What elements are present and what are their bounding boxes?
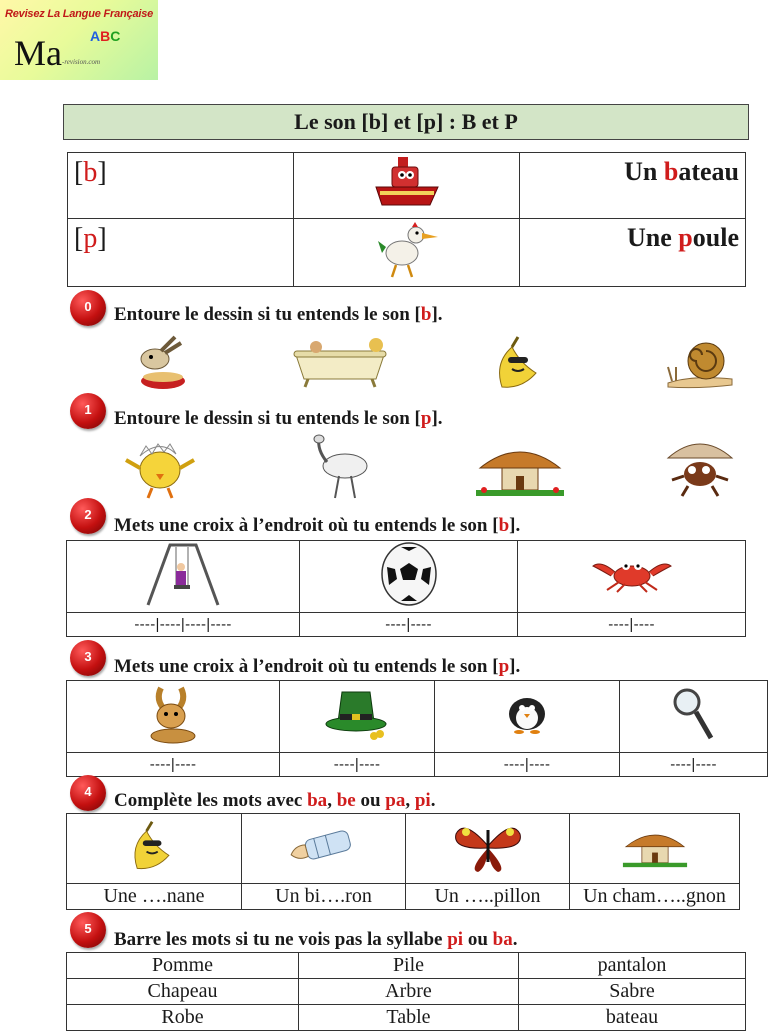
question-2-text: Mets une croix à l’endroit où tu entends le son [b].	[114, 515, 521, 536]
question-4-text: Complète les mots avec ba, be ou pa, pi.	[114, 790, 436, 811]
rabbit-bowl-icon[interactable]	[125, 333, 195, 393]
sound-row-p	[68, 219, 746, 287]
chick-egg-icon[interactable]	[124, 434, 196, 500]
question-1-pictures	[110, 432, 750, 502]
word-cell[interactable]: Arbre	[299, 979, 519, 1005]
logo-brand: Ma	[14, 33, 62, 73]
syllable-slots[interactable]: ----|----|----|----	[67, 613, 300, 637]
question-3-text: Mets une croix à l’endroit où tu entends le son [p].	[114, 656, 521, 677]
logo-site: -revision.com	[62, 58, 101, 66]
crab-icon	[587, 554, 677, 594]
ant-mushroom-icon[interactable]	[662, 434, 738, 500]
ostrich-icon[interactable]	[305, 434, 375, 500]
fill-word[interactable]: Un …..pillon	[406, 884, 570, 910]
banana-icon	[122, 818, 186, 874]
question-5-text: Barre les mots si tu ne vois pas la syllabe pi ou ba.	[114, 929, 518, 950]
sound-word: Un bateau	[520, 153, 746, 219]
logo-abc: ABC	[90, 28, 121, 44]
mushroom-icon	[620, 818, 690, 874]
rabbit-icon	[141, 684, 205, 744]
ball-icon	[379, 541, 439, 607]
fill-word[interactable]: Un bi….ron	[242, 884, 406, 910]
word-cell[interactable]: Chapeau	[67, 979, 299, 1005]
butterfly-icon	[450, 818, 526, 874]
sound-row-b	[68, 153, 746, 219]
swing-icon	[140, 541, 226, 607]
word-cell[interactable]: Robe	[67, 1005, 299, 1031]
fill-word[interactable]: Une ….nane	[67, 884, 242, 910]
word-cell[interactable]: pantalon	[519, 953, 746, 979]
bathtub-icon[interactable]	[292, 333, 388, 393]
penguin-icon	[499, 692, 555, 736]
logo-tagline: Revisez La Langue Française	[5, 8, 154, 20]
question-4-table	[66, 813, 740, 910]
fill-word[interactable]: Un cham…..gnon	[570, 884, 740, 910]
sounds-table	[67, 152, 746, 287]
question-3-table	[66, 680, 768, 777]
biberon-icon	[286, 824, 362, 868]
syllable-slots[interactable]: ----|----	[620, 753, 768, 777]
question-5-table	[66, 952, 746, 1031]
hat-icon	[322, 686, 392, 742]
word-cell[interactable]: Pomme	[67, 953, 299, 979]
question-number-badge: 4	[70, 775, 106, 811]
word-cell[interactable]: Table	[299, 1005, 519, 1031]
snail-icon[interactable]	[662, 333, 738, 393]
question-number-badge: 5	[70, 912, 106, 948]
question-2-table	[66, 540, 746, 637]
magnifier-icon	[669, 684, 719, 744]
question-number-badge: 0	[70, 290, 106, 326]
boat-icon	[372, 153, 442, 213]
hen-icon	[372, 219, 442, 281]
question-number-badge: 1	[70, 393, 106, 429]
sound-word: Une poule	[520, 219, 746, 287]
banana-icon[interactable]	[490, 333, 550, 393]
site-logo	[0, 0, 158, 80]
word-cell[interactable]: bateau	[519, 1005, 746, 1031]
sound-symbol: [b]	[68, 153, 294, 219]
sound-symbol: [p]	[68, 219, 294, 287]
page-title: Le son [b] et [p] : B et P	[63, 104, 749, 140]
syllable-slots[interactable]: ----|----	[435, 753, 620, 777]
question-number-badge: 3	[70, 640, 106, 676]
mushroom-house-icon[interactable]	[472, 434, 568, 500]
syllable-slots[interactable]: ----|----	[67, 753, 280, 777]
syllable-slots[interactable]: ----|----	[300, 613, 518, 637]
word-cell[interactable]: Pile	[299, 953, 519, 979]
question-0-pictures	[110, 328, 750, 398]
question-1-text: Entoure le dessin si tu entends le son [p].	[114, 408, 443, 429]
question-0-text: Entoure le dessin si tu entends le son [b].	[114, 304, 443, 325]
syllable-slots[interactable]: ----|----	[518, 613, 746, 637]
question-number-badge: 2	[70, 498, 106, 534]
word-cell[interactable]: Sabre	[519, 979, 746, 1005]
syllable-slots[interactable]: ----|----	[280, 753, 435, 777]
